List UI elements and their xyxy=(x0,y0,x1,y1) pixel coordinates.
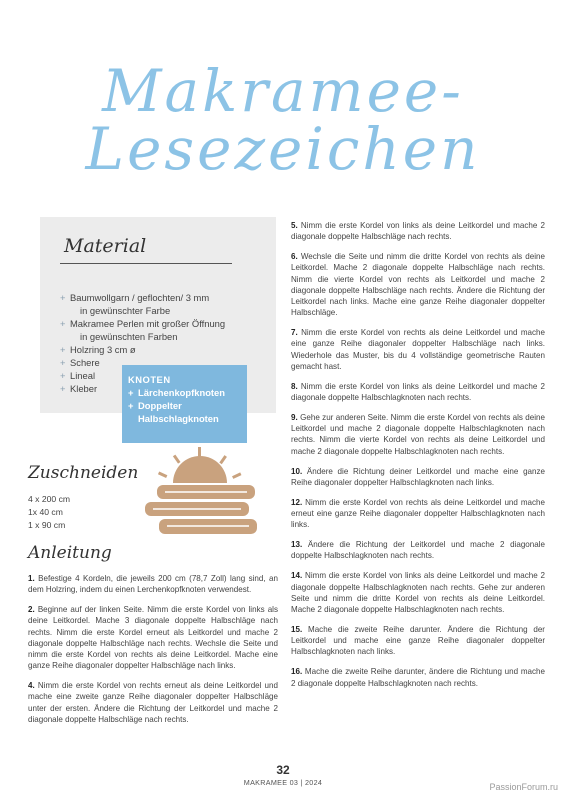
step-7: 7. Nimm die erste Kordel von rechts als deine Leitkordel und mache eine ganze Reihe diagonaler doppelter Halbschläge nach links. Wiederhole das Muster, bis du 4 vollständige geometrische Rauten gemacht hast. xyxy=(291,328,545,371)
step-1: 1. Befestige 4 Kordeln, die jeweils 200 cm (78,7 Zoll) lang sind, an dem Holzring, indem du einen Lerchenkopfknoten verwendest. xyxy=(28,574,278,595)
knoten-heading: KNOTEN xyxy=(128,374,171,385)
material-divider xyxy=(60,263,232,264)
step-6: 6. Wechsle die Seite und nimm die dritte Kordel von rechts als deine Leitkordel. Mache 2 diagonale doppelte Halbschläge nach rechts. Nimm die vierte Kordel von rechts als Leitkordel und mache 2 diagonale doppelte Halbschläge nach rechts. Ändere die Richtung der Leitkordel nach links. Mache eine ganze Reihe diagonaler doppelter Halbschläge. xyxy=(291,252,545,318)
anleitung-heading: Anleitung xyxy=(28,543,112,563)
list-item: 4 x 200 cm xyxy=(28,494,71,504)
page-title-line2: Lesezeichen xyxy=(85,115,481,183)
material-heading: Material xyxy=(64,235,147,257)
list-item: + Baumwollgarn / geflochten/ 3 mm in gewünschter Farbe xyxy=(60,291,225,317)
list-item: 1x 40 cm xyxy=(28,507,63,517)
instructions-right-column xyxy=(291,220,545,698)
list-item: + Makramee Perlen mit großer Öffnung in gewünschten Farben xyxy=(60,317,225,343)
list-item: 1 x 90 cm xyxy=(28,520,66,530)
list-item: Halbschlagknoten xyxy=(138,413,219,424)
step-8: 8. Nimm die erste Kordel von links als deine Leitkordel und mache 2 diagonale doppelte Halbschlagknoten nach rechts. xyxy=(291,381,545,403)
step-2: 2. Beginne auf der linken Seite. Nimm die erste Kordel von links als deine Leitkordel. Mache 3 diagonale doppelte Halbschläge nach rechts. Nimm die erste Kordel erneut als Leitkordel und mache 2 diagonale doppelte Halbschläge nach rechts. Wechsle die Seite und nimm die erste Kordel von rechts als deine Leitkordel. Mache eine ganze Reihe diagonaler doppelter Halbschläge nach links. xyxy=(28,605,278,671)
step-16: 16. Mache die zweite Reihe darunter, ändere die Richtung und mache 2 diagonale doppelte Halbschlagknoten nach rechts. xyxy=(291,667,545,688)
magazine-issue: MAKRAMEE 03 | 2024 xyxy=(243,778,323,787)
step-12: 12. Nimm die erste Kordel von rechts als deine Leitkordel und mache erneut eine ganze Reihe diagonaler doppelter Halbschlagknoten nach links. xyxy=(291,497,545,530)
page-title-line1: Makramee- xyxy=(102,57,464,125)
step-15: 15. Mache die zweite Reihe darunter. Ändere die Richtung der Leitkordel und mache eine ganze Reihe diagonaler doppelter Halbschlagknoten nach links. xyxy=(291,625,545,657)
step-5: 5. Nimm die erste Kordel von links als deine Leitkordel und mache 2 diagonale doppelte Halbschläge nach rechts. xyxy=(291,221,545,242)
step-10: 10. Ändere die Richtung deiner Leitkordel und mache eine ganze Reihe diagonaler doppelter Halbschlagknoten nach links. xyxy=(291,466,545,487)
zuschneiden-list xyxy=(28,493,70,532)
list-item: + Schere xyxy=(60,356,225,369)
list-item: + Kleber xyxy=(60,382,225,395)
books-illustration-icon xyxy=(135,445,265,545)
knoten-box xyxy=(122,365,247,443)
list-item: + Doppelter xyxy=(128,399,241,412)
watermark: PassionForum.ru xyxy=(489,782,558,792)
step-9: 9. Gehe zur anderen Seite. Nimm die erste Kordel von rechts als deine Leitkordel und mache 2 diagonale doppelte Halbschlagknoten nach rechts. Nimm die vierte Kordel von rechts als deine Leitkordel und mache 2 diagonale doppelte Halbschlagknoten nach rechts. xyxy=(291,413,545,456)
instructions-left-column xyxy=(28,573,278,734)
step-13: 13. Ändere die Richtung der Leitkordel und mache 2 diagonale doppelte Halbschlagknoten nach rechts. xyxy=(291,540,545,561)
step-14: 14. Nimm die erste Kordel von links als deine Leitkordel und mache 2 diagonale doppelte Halbschlagknoten nach rechts. Gehe zur anderen Seite und nimm die dritte Kordel von rechts als deine Leitkordel. Mache 2 diagonale doppelte Halbschlagknoten nach rechts. xyxy=(291,571,545,615)
list-item: + Lineal xyxy=(60,369,225,382)
zuschneiden-heading: Zuschneiden xyxy=(28,463,139,483)
step-4: 4. Nimm die erste Kordel von rechts erneut als deine Leitkordel und mache eine zweite ganze Reihe diagonaler doppelter Halbschläge unter der ersten. Ändere die Richtung der Leitkordel und mache 2 diagonale doppelte Halbschläge nach rechts. xyxy=(28,681,278,724)
list-item: + Holzring 3 cm ø xyxy=(60,343,225,356)
list-item: + Lärchenkopfknoten xyxy=(128,386,241,399)
page-number: 32 xyxy=(276,763,290,777)
